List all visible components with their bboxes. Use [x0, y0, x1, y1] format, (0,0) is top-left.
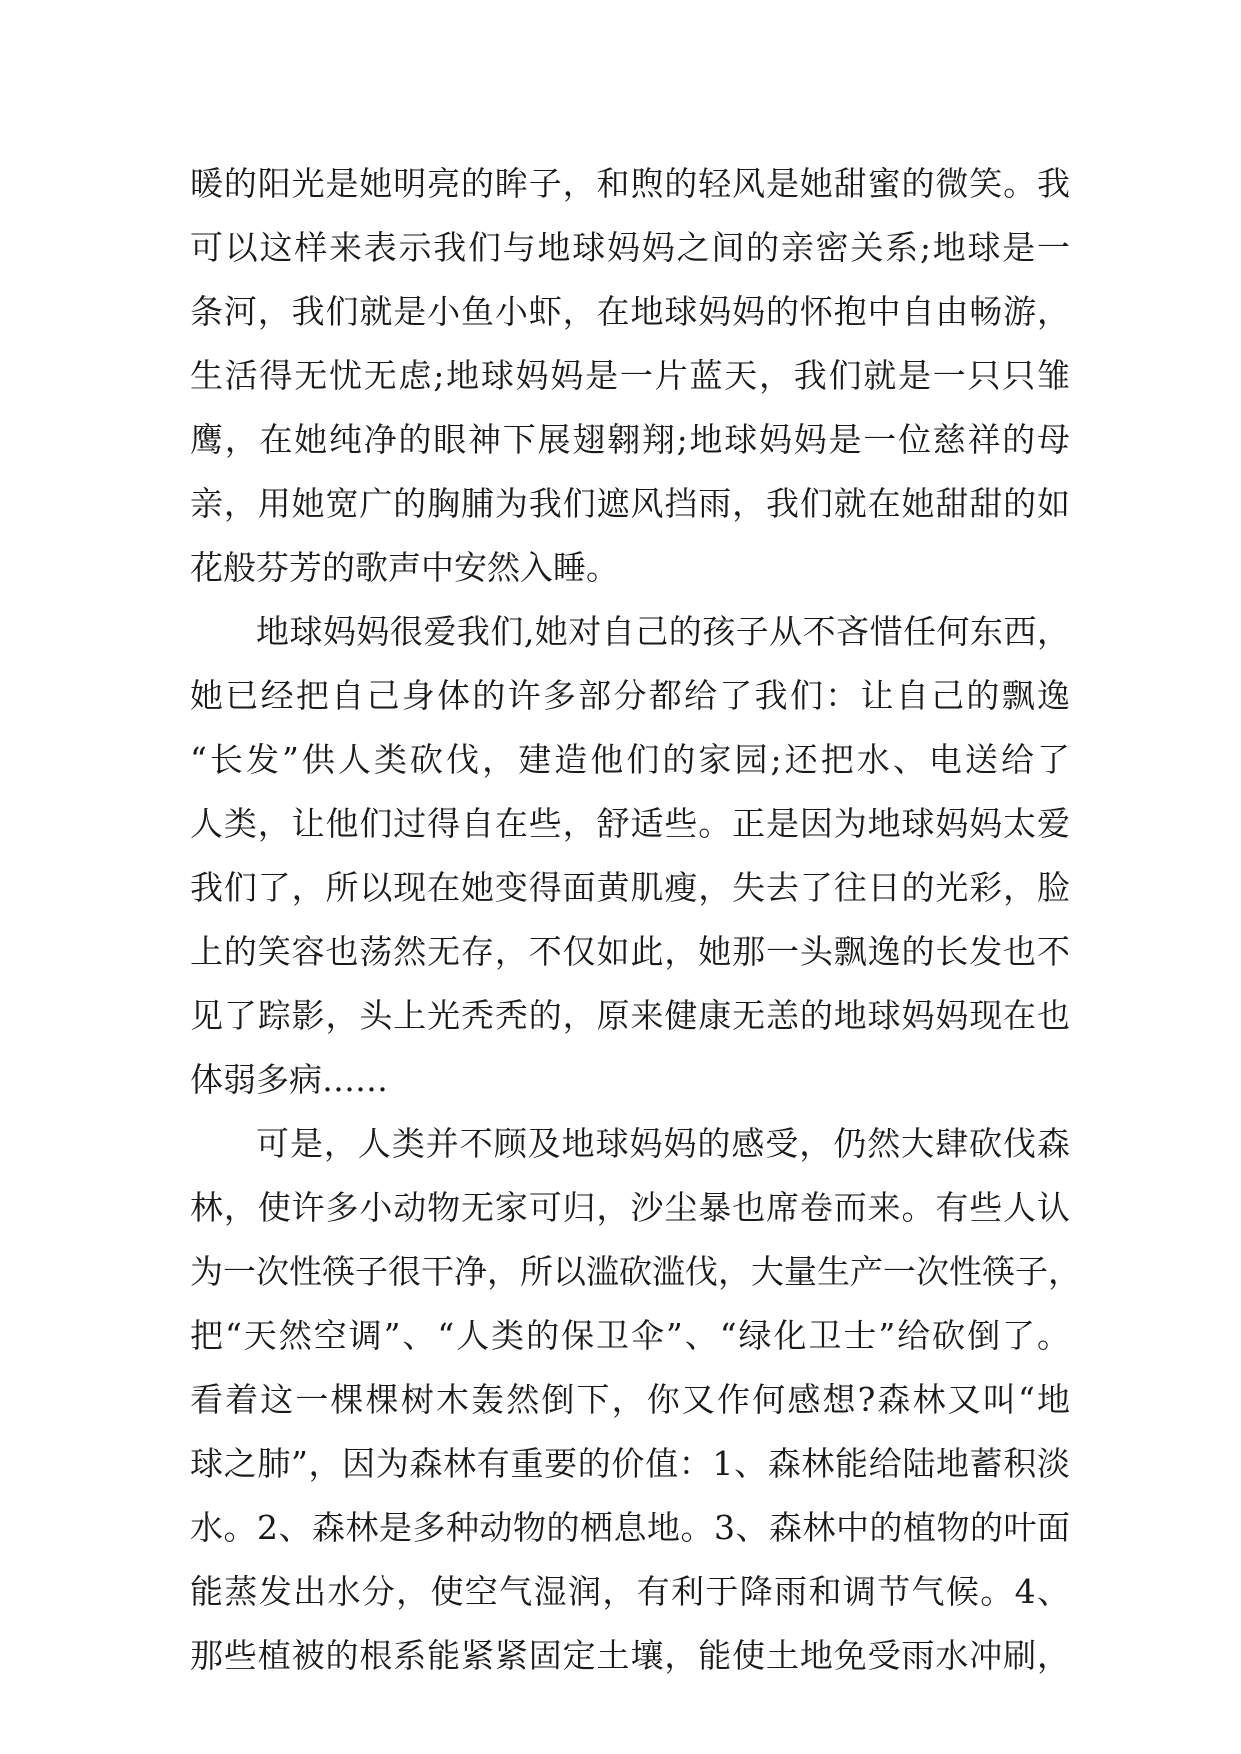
text-line: 见了踪影，头上光秃秃的，原来健康无恙的地球妈妈现在也	[190, 996, 1070, 1035]
text-line: 条河，我们就是小鱼小虾，在地球妈妈的怀抱中自由畅游，	[190, 292, 1070, 331]
text-line: 为一次性筷子很干净，所以滥砍滥伐，大量生产一次性筷子，	[190, 1252, 1081, 1291]
text-line: 看着这一棵棵树木轰然倒下，你又作何感想?森林又叫“地	[190, 1380, 1070, 1419]
text-line: 体弱多病……	[190, 1060, 388, 1099]
text-line: 水。2、森林是多种动物的栖息地。3、森林中的植物的叶面	[190, 1508, 1070, 1547]
text-line: 能蒸发出水分，使空气湿润，有利于降雨和调节气候。4、	[190, 1572, 1070, 1611]
text-line: 我们了，所以现在她变得面黄肌瘦，失去了往日的光彩，脸	[190, 868, 1070, 907]
text-line: 生活得无忧无虑;地球妈妈是一片蓝天，我们就是一只只雏	[190, 356, 1070, 395]
text-line: 上的笑容也荡然无存，不仅如此，她那一头飘逸的长发也不	[190, 932, 1070, 971]
paragraph-first-line: 可是，人类并不顾及地球妈妈的感受，仍然大肆砍伐森	[256, 1124, 1070, 1163]
text-line: 那些植被的根系能紧紧固定土壤，能使土地免受雨水冲刷，	[190, 1636, 1070, 1675]
text-line: 她已经把自己身体的许多部分都给了我们：让自己的飘逸	[190, 676, 1070, 715]
text-line: 把“天然空调”、“人类的保卫伞”、“绿化卫士”给砍倒了。	[190, 1316, 1070, 1355]
text-line: 花般芬芳的歌声中安然入睡。	[190, 548, 619, 587]
text-line: 鹰，在她纯净的眼神下展翅翱翔;地球妈妈是一位慈祥的母	[190, 420, 1070, 459]
paragraph-first-line: 地球妈妈很爱我们,她对自己的孩子从不吝惜任何东西，	[256, 612, 1070, 651]
text-line: “长发”供人类砍伐，建造他们的家园;还把水、电送给了	[190, 740, 1070, 779]
text-line: 亲，用她宽广的胸脯为我们遮风挡雨，我们就在她甜甜的如	[190, 484, 1070, 523]
text-line: 林，使许多小动物无家可归，沙尘暴也席卷而来。有些人认	[190, 1188, 1070, 1227]
text-line: 球之肺”，因为森林有重要的价值：1、森林能给陆地蓄积淡	[190, 1444, 1070, 1483]
text-line: 可以这样来表示我们与地球妈妈之间的亲密关系;地球是一	[190, 228, 1070, 267]
text-line: 暖的阳光是她明亮的眸子，和煦的轻风是她甜蜜的微笑。我	[190, 164, 1070, 203]
text-line: 人类，让他们过得自在些，舒适些。正是因为地球妈妈太爱	[190, 804, 1070, 843]
